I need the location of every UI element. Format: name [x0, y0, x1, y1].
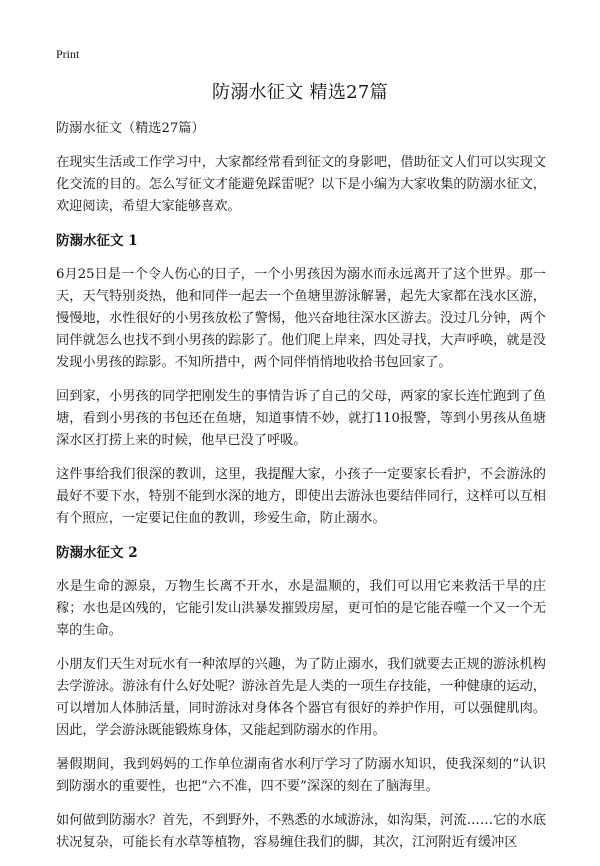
- section-1-paragraph: 回到家，小男孩的同学把刚发生的事情告诉了自己的父母，两家的家长连忙跑到了鱼塘，看到小男孩的书包还在鱼塘，知道事情不妙，就打110报警，等到小男孩从鱼塘深水区打捞上来的时候，他早已没了呼吸。: [56, 389, 546, 448]
- section-2-paragraph: 暑假期间，我到妈妈的工作单位湖南省水利厅学习了防溺水知识，使我深刻的“认识到防溺水的重要性，也把“六不准，四不要”深深的刻在了脑海里。: [56, 757, 546, 794]
- page-title: 防溺水征文 精选27篇: [212, 82, 388, 103]
- section-1-paragraph: 这件事给我们很深的教训，这里，我提醒大家，小孩子一定要家长看护，不会游泳的最好不要下水，特别不能到水深的地方，即使出去游泳也要结伴同行，这样可以互相有个照应，一定要记住血的教训，珍爱生命，防止溺水。: [56, 467, 546, 526]
- intro-paragraph: 在现实生活或工作学习中，大家都经常看到征文的身影吧，借助征文人们可以实现文化交流的目的。怎么写征文才能避免踩雷呢？以下是小编为大家收集的防溺水征文，欢迎阅读，希望大家能够喜欢。: [56, 155, 546, 214]
- print-link[interactable]: Print: [56, 47, 80, 61]
- section-2-paragraph: 如何做到防溺水？首先，不到野外，不熟悉的水域游泳，如沟渠，河流……它的水底状况复杂，可能长有水草等植物，容易缠住我们的脚，其次，江河附近有缓冲区: [56, 813, 546, 850]
- section-2-paragraph: 水是生命的源泉，万物生长离不开水，水是温顺的，我们可以用它来救活干旱的庄稼；水也是凶残的，它能引发山洪暴发摧毁房屋，更可怕的是它能吞噬一个又一个无辜的生命。: [56, 579, 546, 638]
- section-heading-1: 防溺水征文 1: [56, 233, 138, 249]
- article-subtitle: 防溺水征文（精选27篇）: [56, 121, 205, 136]
- section-2-paragraph: 小朋友们天生对玩水有一种浓厚的兴趣，为了防止溺水，我们就要去正规的游泳机构去学游泳。游泳有什么好处呢？游泳首先是人类的一项生存技能，一种健康的运动，可以增加人体肺活量，同时游泳对身体各个器官有很好的养护作用，可以强健肌肉。因此，学会游泳既能锻炼身体，又能起到防溺水的作用。: [56, 657, 546, 738]
- article-body: [56, 118, 546, 866]
- section-1-paragraph: 6月25日是一个令人伤心的日子，一个小男孩因为溺水而永远离开了这个世界。那一天，天气特别炎热，他和同伴一起去一个鱼塘里游泳解暑，起先大家都在浅水区游，慢慢地，水性很好的小男孩放松了警惕，他兴奋地往深水区游去。没过几分钟，两个同伴就怎么也找不到小男孩的踪影了。他们爬上岸来，四处寻找，大声呼唤，就是没发现小男孩的踪影。不知所措中，两个同伴悄悄地收拾书包回家了。: [56, 267, 546, 370]
- section-heading-2: 防溺水征文 2: [56, 545, 138, 561]
